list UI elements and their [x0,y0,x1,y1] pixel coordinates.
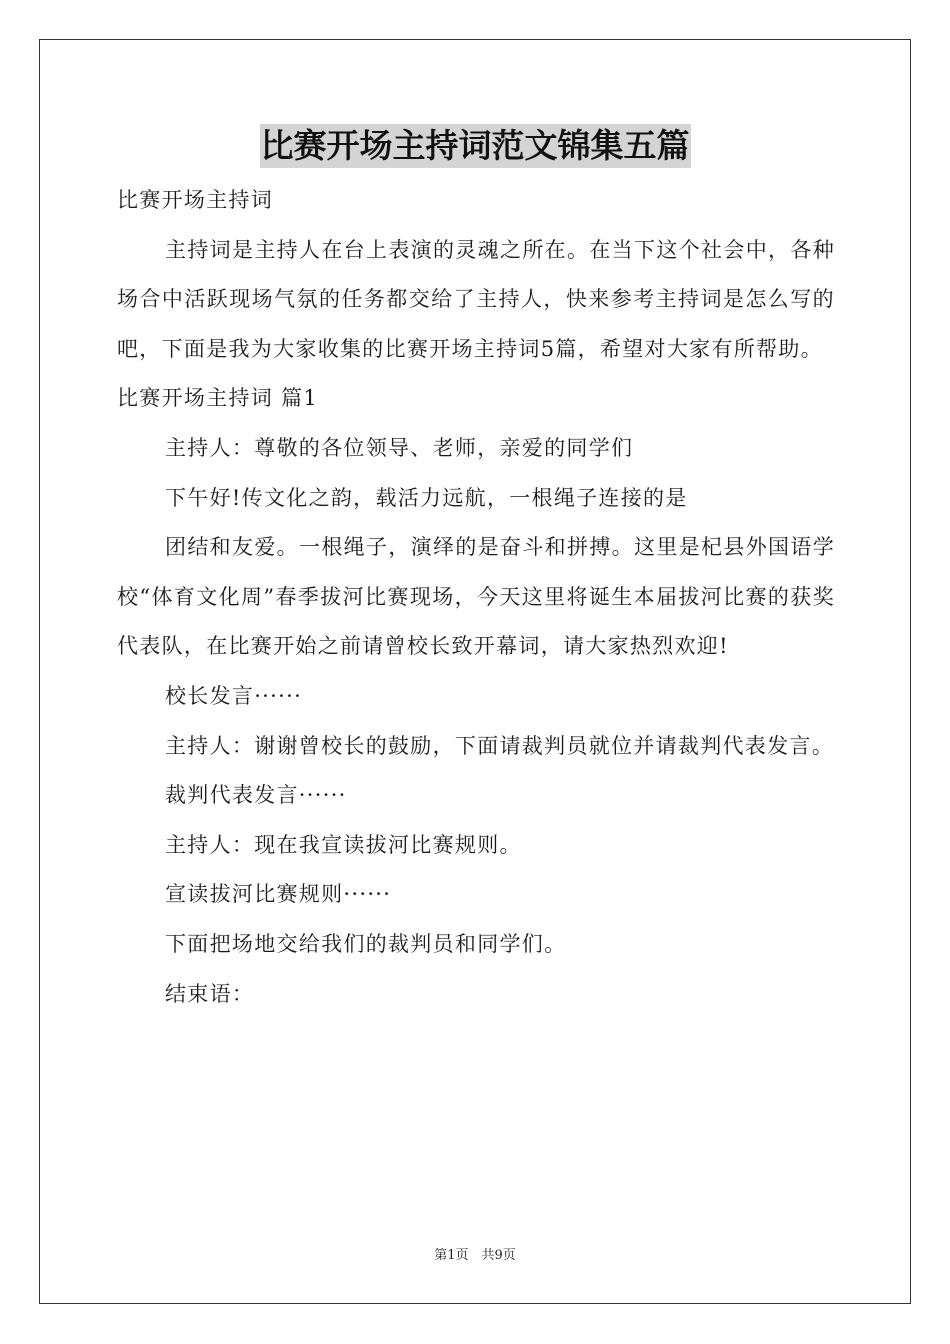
page-number: 第1页 共9页 [434,1248,516,1263]
read-rules: 宣读拔河比赛规则······ [165,882,392,907]
section-heading: 比赛开场主持词 篇1 [117,386,319,411]
closing-label: 结束语： [165,981,255,1006]
host-greeting: 主持人：尊敬的各位领导、老师，亲爱的同学们 [165,435,634,460]
host-rules: 主持人：现在我宣读拔河比赛规则。 [165,832,522,857]
document-body [117,176,835,1019]
intro-paragraph: 主持词是主持人在台上表演的灵魂之所在。在当下这个社会中，各种场合中活跃现场气氛的任务都交给了主持人，快来参考主持词是怎么写的吧，下面是我为大家收集的比赛开场主持词5篇，希望对大家有所帮助。 [117,237,835,361]
host-thanks-paragraph: 主持人：谢谢曾校长的鼓励，下面请裁判员就位并请裁判代表发言。 [165,733,834,758]
heading: 比赛开场主持词 [117,188,274,212]
opening-paragraph: 团结和友爱。一根绳子，演绎的是奋斗和拼搏。这里是杞县外国语学校“体育文化周”春季拔河比赛现场，今天这里将诞生本届拔河比赛的获奖代表队，在比赛开始之前请曾校长致开幕词，请大家热烈欢迎! [117,535,835,659]
handover-line: 下面把场地交给我们的裁判员和同学们。 [165,931,567,956]
principal-speech: 校长发言······ [165,683,303,708]
document-title: 比赛开场主持词范文锦集五篇 [260,124,691,168]
title-block [0,124,950,168]
afternoon-line: 下午好!传文化之韵，载活力远航，一根绳子连接的是 [165,485,688,510]
referee-speech: 裁判代表发言······ [165,783,347,808]
